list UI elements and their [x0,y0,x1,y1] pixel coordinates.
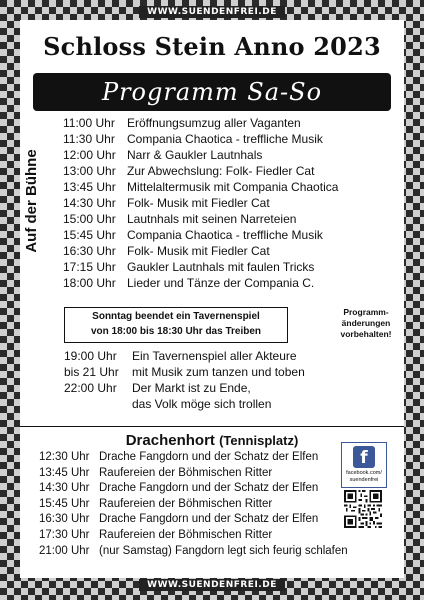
website-header[interactable] [0,7,424,17]
website-footer[interactable] [0,580,424,590]
program-time: 15:45 Uhr [63,228,116,242]
program-time: 13:00 Uhr [63,164,116,178]
drachenhort-row [39,544,399,560]
facebook-icon: f [353,446,375,468]
program-text: Narr & Gaukler Lautnhals [127,148,263,162]
program-time: 14:30 Uhr [63,196,116,210]
program-row [63,179,403,195]
program-text: Folk- Musik mit Fiedler Cat [127,196,270,210]
program-text: Zur Abwechslung: Folk- Fiedler Cat [127,164,315,178]
drachenhort-text: Drache Fangdorn und der Schatz der Elfen [99,451,319,463]
tavern-text: mit Musik zum tanzen und toben [132,365,305,379]
program-row [63,243,403,259]
facebook-url [342,470,386,484]
program-row [63,147,403,163]
stage-side-label: Auf der Bühne [23,149,40,253]
tavern-time: bis 21 Uhr [64,365,119,379]
program-row [63,259,403,275]
tavern-text: das Volk möge sich trollen [132,397,272,411]
drachenhort-text: Raufereien der Böhmischen Ritter [99,466,273,479]
tavern-program-list [64,348,374,412]
program-time: 12:00 Uhr [63,148,116,162]
program-time: 16:30 Uhr [63,244,116,258]
drachenhort-subtitle: (Tennisplatz) [219,433,299,448]
program-banner: Programm Sa-So [33,73,391,111]
drachenhort-text: Drache Fangdorn und der Schatz der Elfen [99,482,319,495]
tavern-text: Ein Tavernenspiel aller Akteure [132,349,297,363]
program-text: Folk- Musik mit Fiedler Cat [127,244,270,258]
program-text: Compania Chaotica - treffliche Musik [127,132,323,146]
drachenhort-row [39,528,399,544]
drachenhort-text: Drache Fangdorn und der Schatz der Elfen [99,513,319,526]
program-text: Lautnhals mit seinen Narreteien [127,212,297,226]
drachenhort-time: 15:45 Uhr [39,497,90,510]
drachenhort-time: 12:30 Uhr [39,451,90,463]
sunday-note-box [64,307,288,343]
website-url[interactable]: WWW.SUENDENFREI.DE [139,579,285,591]
website-url[interactable]: WWW.SUENDENFREI.DE [139,6,285,18]
stage-program-list [63,115,403,291]
tavern-row [64,380,374,396]
tavern-time: 22:00 Uhr [64,381,117,395]
program-row [63,275,403,291]
sunday-note-line: von 18:00 bis 18:30 Uhr das Treiben [90,326,262,337]
program-time: 15:00 Uhr [63,212,116,226]
facebook-badge[interactable] [341,442,387,488]
drachenhort-time: 13:45 Uhr [39,466,90,479]
program-time: 17:15 Uhr [63,260,116,274]
poster-title: Schloss Stein Anno 2023 [43,32,381,61]
program-text: Mittelaltermusik mit Compania Chaotica [127,180,339,194]
drachenhort-text: (nur Samstag) Fangdorn legt sich feurig schlafen [99,544,348,557]
changes-note-line: Programm- [343,307,389,317]
changes-note-line: änderungen [341,318,391,328]
program-row [63,115,403,131]
poster-content [20,20,404,578]
program-text: Compania Chaotica - treffliche Musik [127,228,323,242]
drachenhort-text: Raufereien der Böhmischen Ritter [99,497,273,510]
tavern-text: Der Markt ist zu Ende, [132,381,251,395]
drachenhort-time: 17:30 Uhr [39,528,90,541]
changes-note-line: vorbehalten! [340,329,392,339]
tavern-row [64,396,374,412]
program-row [63,227,403,243]
drachenhort-title: Drachenhort [125,432,215,449]
drachenhort-text: Raufereien der Böhmischen Ritter [99,528,273,541]
facebook-url-line: suendenfrei [349,477,379,483]
program-text: Gaukler Lautnhals mit faulen Tricks [127,260,315,274]
program-time: 13:45 Uhr [63,180,116,194]
program-row [63,211,403,227]
program-row [63,163,403,179]
program-time: 18:00 Uhr [63,276,116,290]
program-time: 11:30 Uhr [63,132,115,146]
program-changes-note [328,307,404,340]
qr-code-icon[interactable] [344,490,382,528]
tavern-row [64,364,374,380]
facebook-url-line: facebook.com/ [346,470,382,476]
program-row [63,195,403,211]
program-text: Lieder und Tänze der Compania C. [127,276,315,290]
tavern-row [64,348,374,364]
program-text: Eröffnungsumzug aller Vaganten [127,116,301,130]
drachenhort-time: 16:30 Uhr [39,513,90,526]
program-time: 11:00 Uhr [63,116,115,130]
drachenhort-time: 14:30 Uhr [39,482,90,495]
sunday-note-line: Sonntag beendet ein Tavernenspiel [92,311,260,322]
program-row [63,131,403,147]
drachenhort-time: 21:00 Uhr [39,544,90,557]
tavern-time: 19:00 Uhr [64,349,117,363]
